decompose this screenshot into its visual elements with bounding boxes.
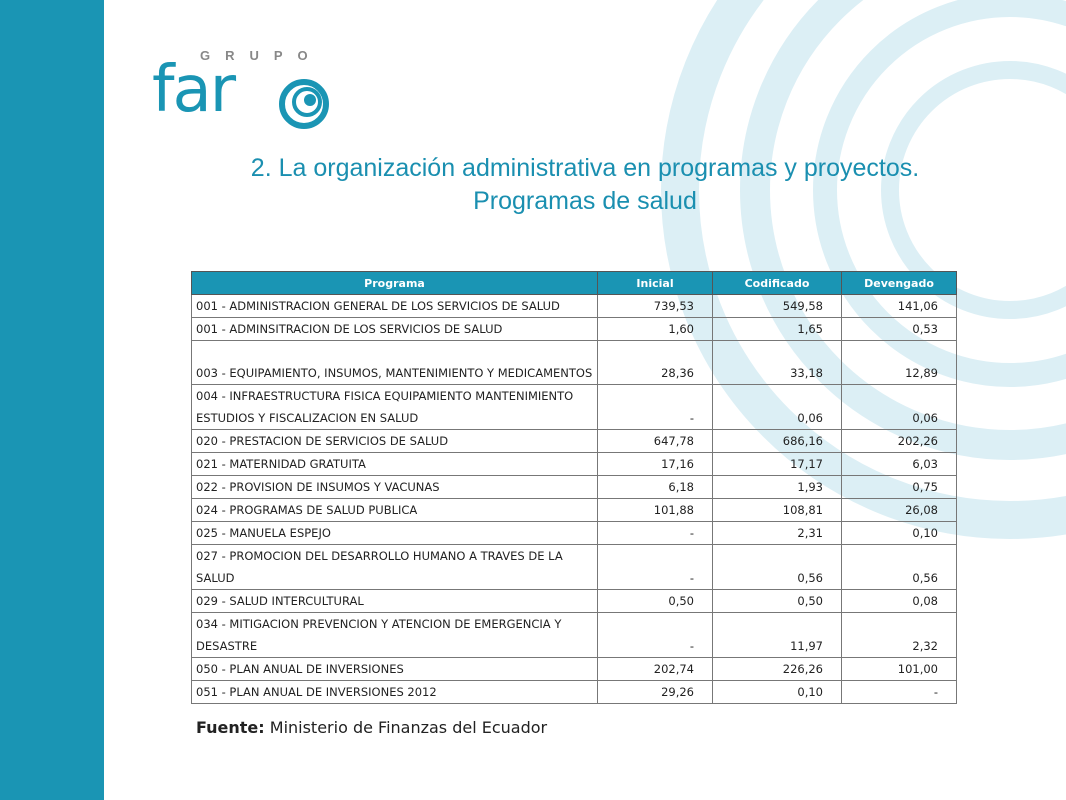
table-row: [192, 295, 957, 318]
cell-programa: 001 - ADMINSITRACION DE LOS SERVICIOS DE SALUD: [192, 318, 598, 341]
table-row: [192, 590, 957, 613]
cell-programa: 034 - MITIGACION PREVENCION Y ATENCION DE EMERGENCIA Y DESASTRE: [192, 613, 598, 658]
title-line-2: Programas de salud: [473, 187, 697, 215]
cell-codificado: 686,16: [713, 430, 842, 453]
cell-inicial: -: [598, 522, 713, 545]
cell-programa: 004 - INFRAESTRUCTURA FISICA EQUIPAMIENTO MANTENIMIENTO ESTUDIOS Y FISCALIZACION EN SALUD: [192, 385, 598, 430]
source-label: Fuente:: [196, 718, 265, 737]
table-row: [192, 453, 957, 476]
cell-devengado: 202,26: [842, 430, 957, 453]
cell-programa: 001 - ADMINISTRACION GENERAL DE LOS SERVICIOS DE SALUD: [192, 295, 598, 318]
cell-codificado: 1,93: [713, 476, 842, 499]
header-inicial: Inicial: [598, 272, 713, 295]
grupo-faro-logo: [152, 48, 342, 138]
cell-inicial: 29,26: [598, 681, 713, 704]
page-title: [104, 152, 1066, 218]
cell-codificado: 1,65: [713, 318, 842, 341]
title-line-1: 2. La organización administrativa en programas y proyectos.: [250, 154, 920, 182]
cell-programa: 003 - EQUIPAMIENTO, INSUMOS, MANTENIMIENTO Y MEDICAMENTOS: [192, 341, 598, 385]
cell-devengado: 12,89: [842, 341, 957, 385]
cell-devengado: 2,32: [842, 613, 957, 658]
cell-codificado: 33,18: [713, 341, 842, 385]
cell-devengado: 26,08: [842, 499, 957, 522]
table-row: [192, 318, 957, 341]
cell-devengado: 0,56: [842, 545, 957, 590]
cell-inicial: 1,60: [598, 318, 713, 341]
table-row: [192, 658, 957, 681]
table-row: [192, 476, 957, 499]
header-programa: Programa: [192, 272, 598, 295]
cell-programa: 020 - PRESTACION DE SERVICIOS DE SALUD: [192, 430, 598, 453]
cell-codificado: 226,26: [713, 658, 842, 681]
cell-programa: 051 - PLAN ANUAL DE INVERSIONES 2012: [192, 681, 598, 704]
logo-swirl-icon: [278, 78, 330, 130]
cell-inicial: 739,53: [598, 295, 713, 318]
cell-devengado: -: [842, 681, 957, 704]
header-codificado: Codificado: [713, 272, 842, 295]
cell-devengado: 0,10: [842, 522, 957, 545]
cell-codificado: 17,17: [713, 453, 842, 476]
table-row: [192, 430, 957, 453]
cell-codificado: 2,31: [713, 522, 842, 545]
source-note: [196, 718, 547, 737]
cell-codificado: 0,10: [713, 681, 842, 704]
cell-inicial: 0,50: [598, 590, 713, 613]
cell-programa: 027 - PROMOCION DEL DESARROLLO HUMANO A TRAVES DE LA SALUD: [192, 545, 598, 590]
cell-programa: 050 - PLAN ANUAL DE INVERSIONES: [192, 658, 598, 681]
cell-programa: 029 - SALUD INTERCULTURAL: [192, 590, 598, 613]
logo-faro-text: far: [152, 53, 235, 127]
cell-programa: 022 - PROVISION DE INSUMOS Y VACUNAS: [192, 476, 598, 499]
cell-inicial: 647,78: [598, 430, 713, 453]
table-row: [192, 385, 957, 430]
table-row: [192, 681, 957, 704]
table-row: [192, 522, 957, 545]
cell-codificado: 549,58: [713, 295, 842, 318]
cell-devengado: 0,53: [842, 318, 957, 341]
table-row: [192, 499, 957, 522]
cell-inicial: 101,88: [598, 499, 713, 522]
cell-inicial: 202,74: [598, 658, 713, 681]
cell-codificado: 108,81: [713, 499, 842, 522]
header-devengado: Devengado: [842, 272, 957, 295]
table-header-row: [192, 272, 957, 295]
cell-inicial: -: [598, 385, 713, 430]
cell-inicial: -: [598, 545, 713, 590]
cell-devengado: 101,00: [842, 658, 957, 681]
table-row: [192, 613, 957, 658]
logo-grupo-text: GRUPO: [200, 48, 323, 63]
cell-devengado: 6,03: [842, 453, 957, 476]
cell-inicial: 28,36: [598, 341, 713, 385]
programs-table: [191, 271, 957, 704]
cell-codificado: 0,56: [713, 545, 842, 590]
cell-devengado: 0,08: [842, 590, 957, 613]
cell-inicial: -: [598, 613, 713, 658]
cell-codificado: 11,97: [713, 613, 842, 658]
cell-devengado: 0,75: [842, 476, 957, 499]
table-row: [192, 341, 957, 385]
cell-codificado: 0,50: [713, 590, 842, 613]
cell-programa: 024 - PROGRAMAS DE SALUD PUBLICA: [192, 499, 598, 522]
cell-inicial: 17,16: [598, 453, 713, 476]
cell-devengado: 141,06: [842, 295, 957, 318]
cell-devengado: 0,06: [842, 385, 957, 430]
cell-inicial: 6,18: [598, 476, 713, 499]
cell-programa: 021 - MATERNIDAD GRATUITA: [192, 453, 598, 476]
source-text: Ministerio de Finanzas del Ecuador: [264, 718, 548, 737]
table-row: [192, 545, 957, 590]
cell-codificado: 0,06: [713, 385, 842, 430]
cell-programa: 025 - MANUELA ESPEJO: [192, 522, 598, 545]
